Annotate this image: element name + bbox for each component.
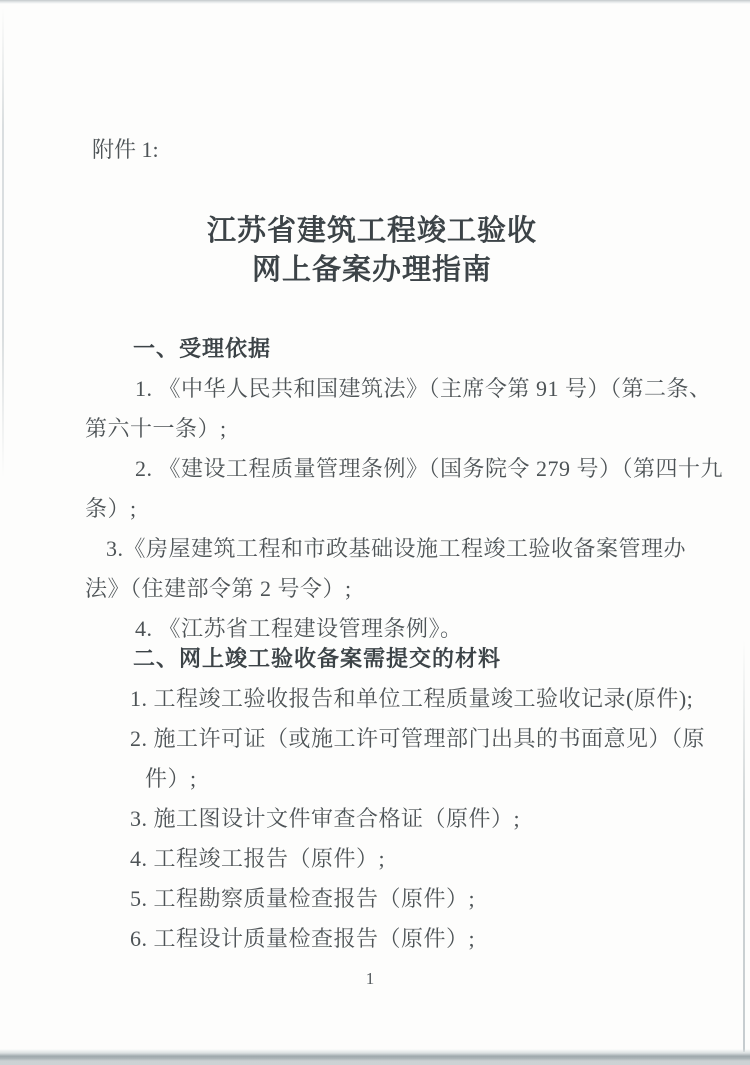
doc-line: 3.《房屋建筑工程和市政基础设施工程竣工验收备案管理办 xyxy=(106,536,687,561)
document-title-line-2: 网上备案办理指南 xyxy=(251,254,492,286)
section-required-materials xyxy=(85,639,706,959)
scan-edge-left xyxy=(2,8,4,478)
attachment-label: 附件 1: xyxy=(92,137,159,162)
scan-edge-bottom xyxy=(0,1049,750,1065)
section-1-heading: 一、受理依据 xyxy=(133,336,272,361)
doc-line: 1. 工程竣工验收报告和单位工程质量竣工验收记录(原件); xyxy=(130,686,694,711)
doc-line: 件）; xyxy=(145,766,197,791)
section-legal-basis xyxy=(85,329,724,649)
doc-line: 3. 施工图设计文件审查合格证（原件）; xyxy=(130,806,521,831)
document-title-line-1: 江苏省建筑工程竣工验收 xyxy=(206,215,537,247)
doc-line: 4. 《江苏省工程建设管理条例》。 xyxy=(135,616,463,641)
doc-line: 第六十一条）; xyxy=(85,416,227,441)
doc-line: 2. 《建设工程质量管理条例》（国务院令 279 号）（第四十九 xyxy=(135,456,724,481)
page-number: 1 xyxy=(365,969,375,988)
doc-line: 2. 施工许可证（或施工许可管理部门出具的书面意见）（原 xyxy=(130,726,706,751)
doc-line: 5. 工程勘察质量检查报告（原件）; xyxy=(130,886,476,911)
scan-edge-top xyxy=(0,0,750,4)
doc-line: 1. 《中华人民共和国建筑法》（主席令第 91 号）（第二条、 xyxy=(135,376,712,401)
doc-line: 条）; xyxy=(85,496,137,521)
section-2-heading: 二、网上竣工验收备案需提交的材料 xyxy=(133,646,502,671)
scan-edge-right xyxy=(743,640,745,1052)
document-title xyxy=(0,212,744,290)
doc-line: 6. 工程设计质量检查报告（原件）; xyxy=(130,926,476,951)
doc-line: 4. 工程竣工报告（原件）; xyxy=(130,846,386,871)
doc-line: 法》（住建部令第 2 号令）; xyxy=(85,576,352,601)
